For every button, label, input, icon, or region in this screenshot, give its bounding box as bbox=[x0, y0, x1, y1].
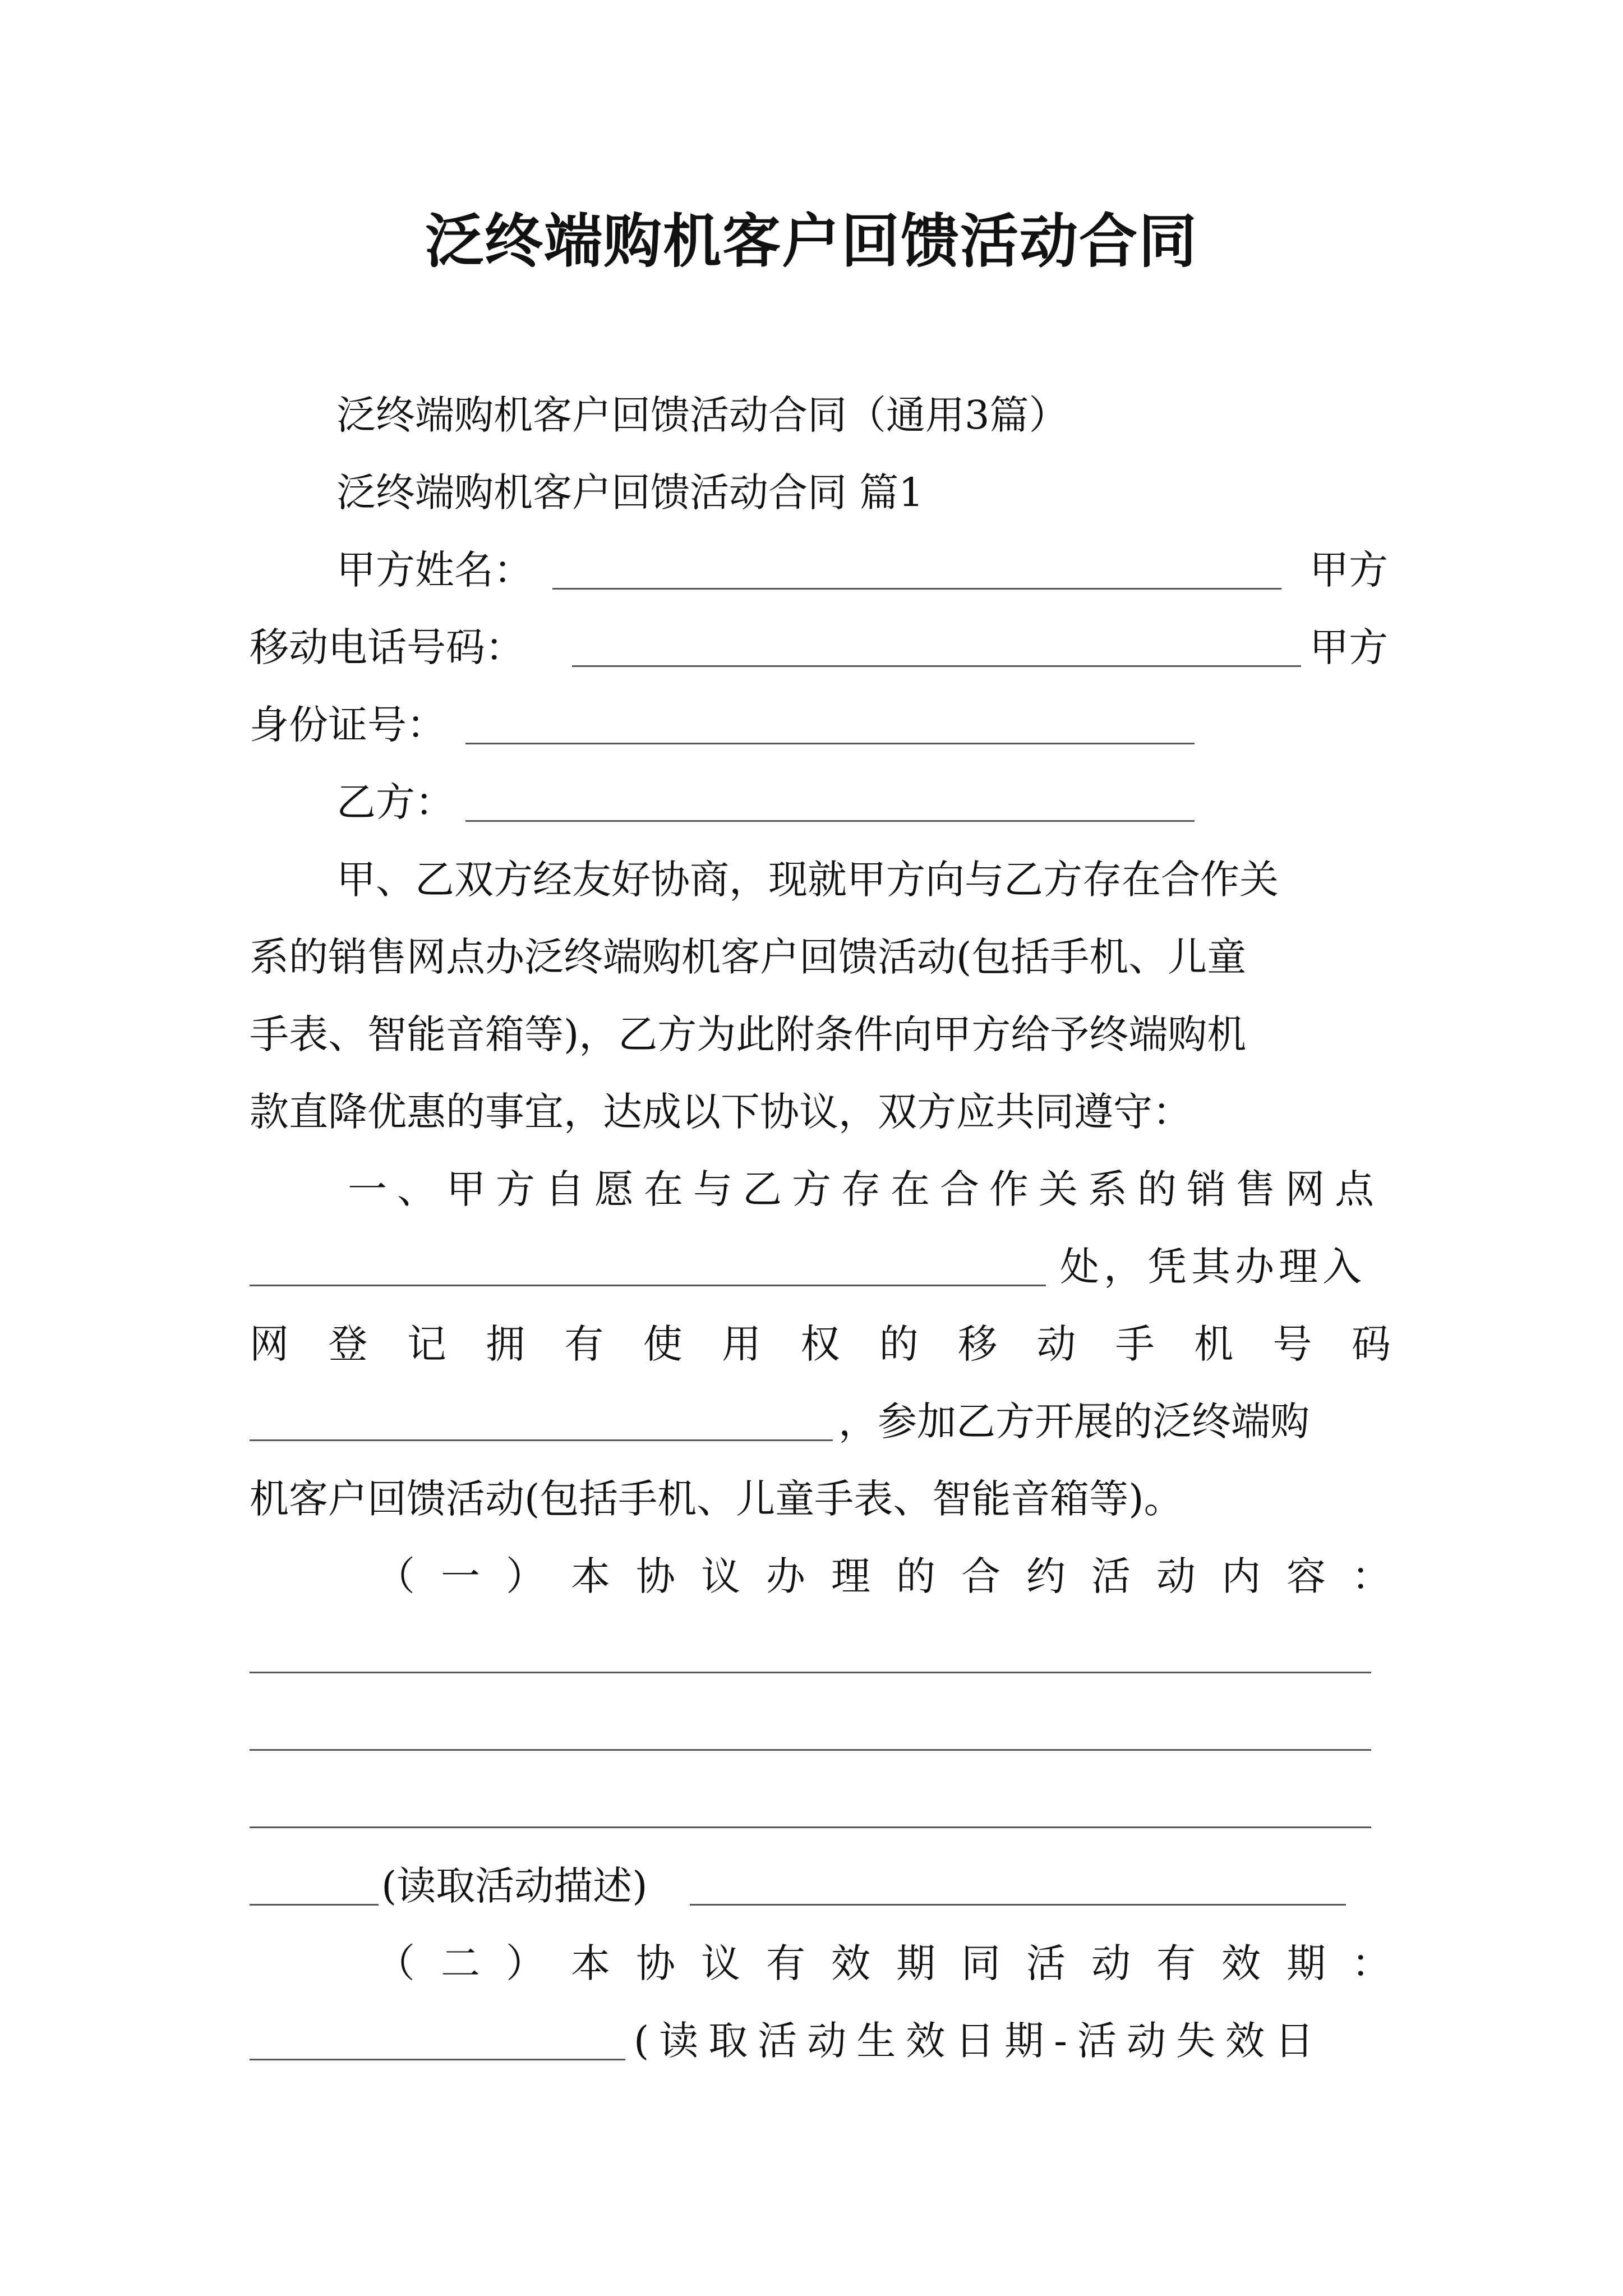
validity-text: (读取活动生效日期-活动失效日 bbox=[634, 2018, 1324, 2064]
party-b-label: 乙方： bbox=[336, 779, 454, 825]
glyph: 动 bbox=[1156, 1553, 1196, 1599]
glyph: 网 bbox=[250, 1321, 289, 1367]
glyph: 动 bbox=[1036, 1321, 1076, 1367]
party-a-word-2: 甲方 bbox=[1310, 624, 1388, 670]
glyph: 的 bbox=[879, 1321, 919, 1367]
glyph: 移 bbox=[958, 1321, 998, 1367]
activity-desc: (读取活动描述) bbox=[381, 1863, 648, 1909]
glyph: 登 bbox=[328, 1321, 368, 1367]
party-a-name-label: 甲方姓名： bbox=[336, 547, 533, 593]
glyph: 码 bbox=[1351, 1321, 1391, 1367]
glyph: （ bbox=[376, 1553, 415, 1599]
clause1-line-4: ，参加乙方开展的泛终端购 bbox=[838, 1398, 1310, 1444]
glyph: ） bbox=[506, 1940, 545, 1986]
glyph: 合 bbox=[961, 1553, 1000, 1599]
glyph: 手 bbox=[1115, 1321, 1155, 1367]
intro-line-1: 甲、乙双方经友好协商，现就甲方向与乙方存在合作关 bbox=[336, 857, 1279, 903]
validity-blank[interactable] bbox=[250, 2059, 625, 2060]
glyph: 号 bbox=[1272, 1321, 1312, 1367]
glyph: 权 bbox=[800, 1321, 840, 1367]
glyph: 拥 bbox=[486, 1321, 525, 1367]
glyph: 二 bbox=[441, 1940, 480, 1986]
sales-outlet-blank[interactable] bbox=[250, 1285, 1046, 1286]
intro-line-2: 系的销售网点办泛终端购机客户回馈活动(包括手机、儿童 bbox=[250, 934, 1247, 980]
id-blank[interactable] bbox=[465, 743, 1195, 744]
glyph: 的 bbox=[896, 1553, 935, 1599]
glyph: 议 bbox=[701, 1940, 740, 1986]
mobile-number-blank[interactable] bbox=[250, 1439, 833, 1441]
glyph: （ bbox=[376, 1940, 415, 1986]
glyph: ） bbox=[506, 1553, 545, 1599]
party-b-blank[interactable] bbox=[465, 820, 1195, 822]
id-label: 身份证号： bbox=[250, 702, 446, 748]
mobile-label: 移动电话号码： bbox=[250, 624, 524, 670]
glyph: 效 bbox=[831, 1940, 870, 1986]
glyph: 机 bbox=[1194, 1321, 1234, 1367]
glyph: 内 bbox=[1221, 1553, 1261, 1599]
glyph: 本 bbox=[571, 1940, 610, 1986]
glyph: 效 bbox=[1221, 1940, 1261, 1986]
intro-line-4: 款直降优惠的事宜，达成以下协议，双方应共同遵守： bbox=[250, 1089, 1192, 1135]
glyph: 约 bbox=[1026, 1553, 1066, 1599]
glyph: 本 bbox=[571, 1553, 610, 1599]
glyph: 有 bbox=[766, 1940, 805, 1986]
item2-row bbox=[376, 1935, 1391, 1991]
glyph: 办 bbox=[766, 1553, 805, 1599]
glyph: 使 bbox=[643, 1321, 683, 1367]
glyph: 容 bbox=[1287, 1553, 1326, 1599]
clause1-line-5: 机客户回馈活动(包括手机、儿童手表、智能音箱等)。 bbox=[250, 1476, 1183, 1522]
activity-desc-blank-left[interactable] bbox=[250, 1904, 379, 1906]
intro-line-3: 手表、智能音箱等)，乙方为此附条件向甲方给予终端购机 bbox=[250, 1011, 1247, 1057]
glyph: 有 bbox=[1156, 1940, 1196, 1986]
activity-desc-blank-right[interactable] bbox=[690, 1904, 1346, 1906]
clause1-line-1: 一、甲方自愿在与乙方存在合作关系的销售网点 bbox=[348, 1166, 1384, 1212]
glyph: 期 bbox=[896, 1940, 935, 1986]
activity-content-rule-2[interactable] bbox=[250, 1749, 1371, 1751]
glyph: ： bbox=[1352, 1940, 1391, 1986]
mobile-blank[interactable] bbox=[572, 665, 1301, 667]
activity-content-rule-3[interactable] bbox=[250, 1826, 1371, 1828]
activity-content-rule-1[interactable] bbox=[250, 1672, 1371, 1673]
party-a-name-row bbox=[336, 542, 1391, 598]
chapter-heading: 泛终端购机客户回馈活动合同 篇1 bbox=[336, 470, 924, 516]
glyph: 动 bbox=[1091, 1940, 1131, 1986]
item1-row bbox=[376, 1548, 1391, 1604]
glyph: 理 bbox=[831, 1553, 870, 1599]
glyph: 协 bbox=[636, 1553, 675, 1599]
document-subtitle: 泛终端购机客户回馈活动合同（通用3篇） bbox=[336, 392, 1068, 438]
glyph: 议 bbox=[701, 1553, 740, 1599]
glyph: 同 bbox=[961, 1940, 1000, 1986]
glyph: 有 bbox=[564, 1321, 604, 1367]
glyph: 期 bbox=[1287, 1940, 1326, 1986]
glyph: 一 bbox=[441, 1553, 480, 1599]
glyph: 用 bbox=[722, 1321, 762, 1367]
clause1-line-2: 处，凭其办理入 bbox=[1060, 1244, 1366, 1290]
glyph: 协 bbox=[636, 1940, 675, 1986]
glyph: 活 bbox=[1026, 1940, 1066, 1986]
clause1-line-3-row bbox=[250, 1316, 1391, 1372]
glyph: ： bbox=[1352, 1553, 1391, 1599]
item2-heading bbox=[376, 1935, 1391, 1991]
glyph: 记 bbox=[407, 1321, 446, 1367]
glyph: 活 bbox=[1091, 1553, 1131, 1599]
item1-heading bbox=[376, 1548, 1391, 1604]
clause1-line-3 bbox=[250, 1316, 1391, 1372]
document-title: 泛终端购机客户回馈活动合同 bbox=[425, 207, 1198, 275]
party-a-word-1: 甲方 bbox=[1310, 547, 1388, 593]
party-a-name-blank[interactable] bbox=[552, 588, 1281, 590]
